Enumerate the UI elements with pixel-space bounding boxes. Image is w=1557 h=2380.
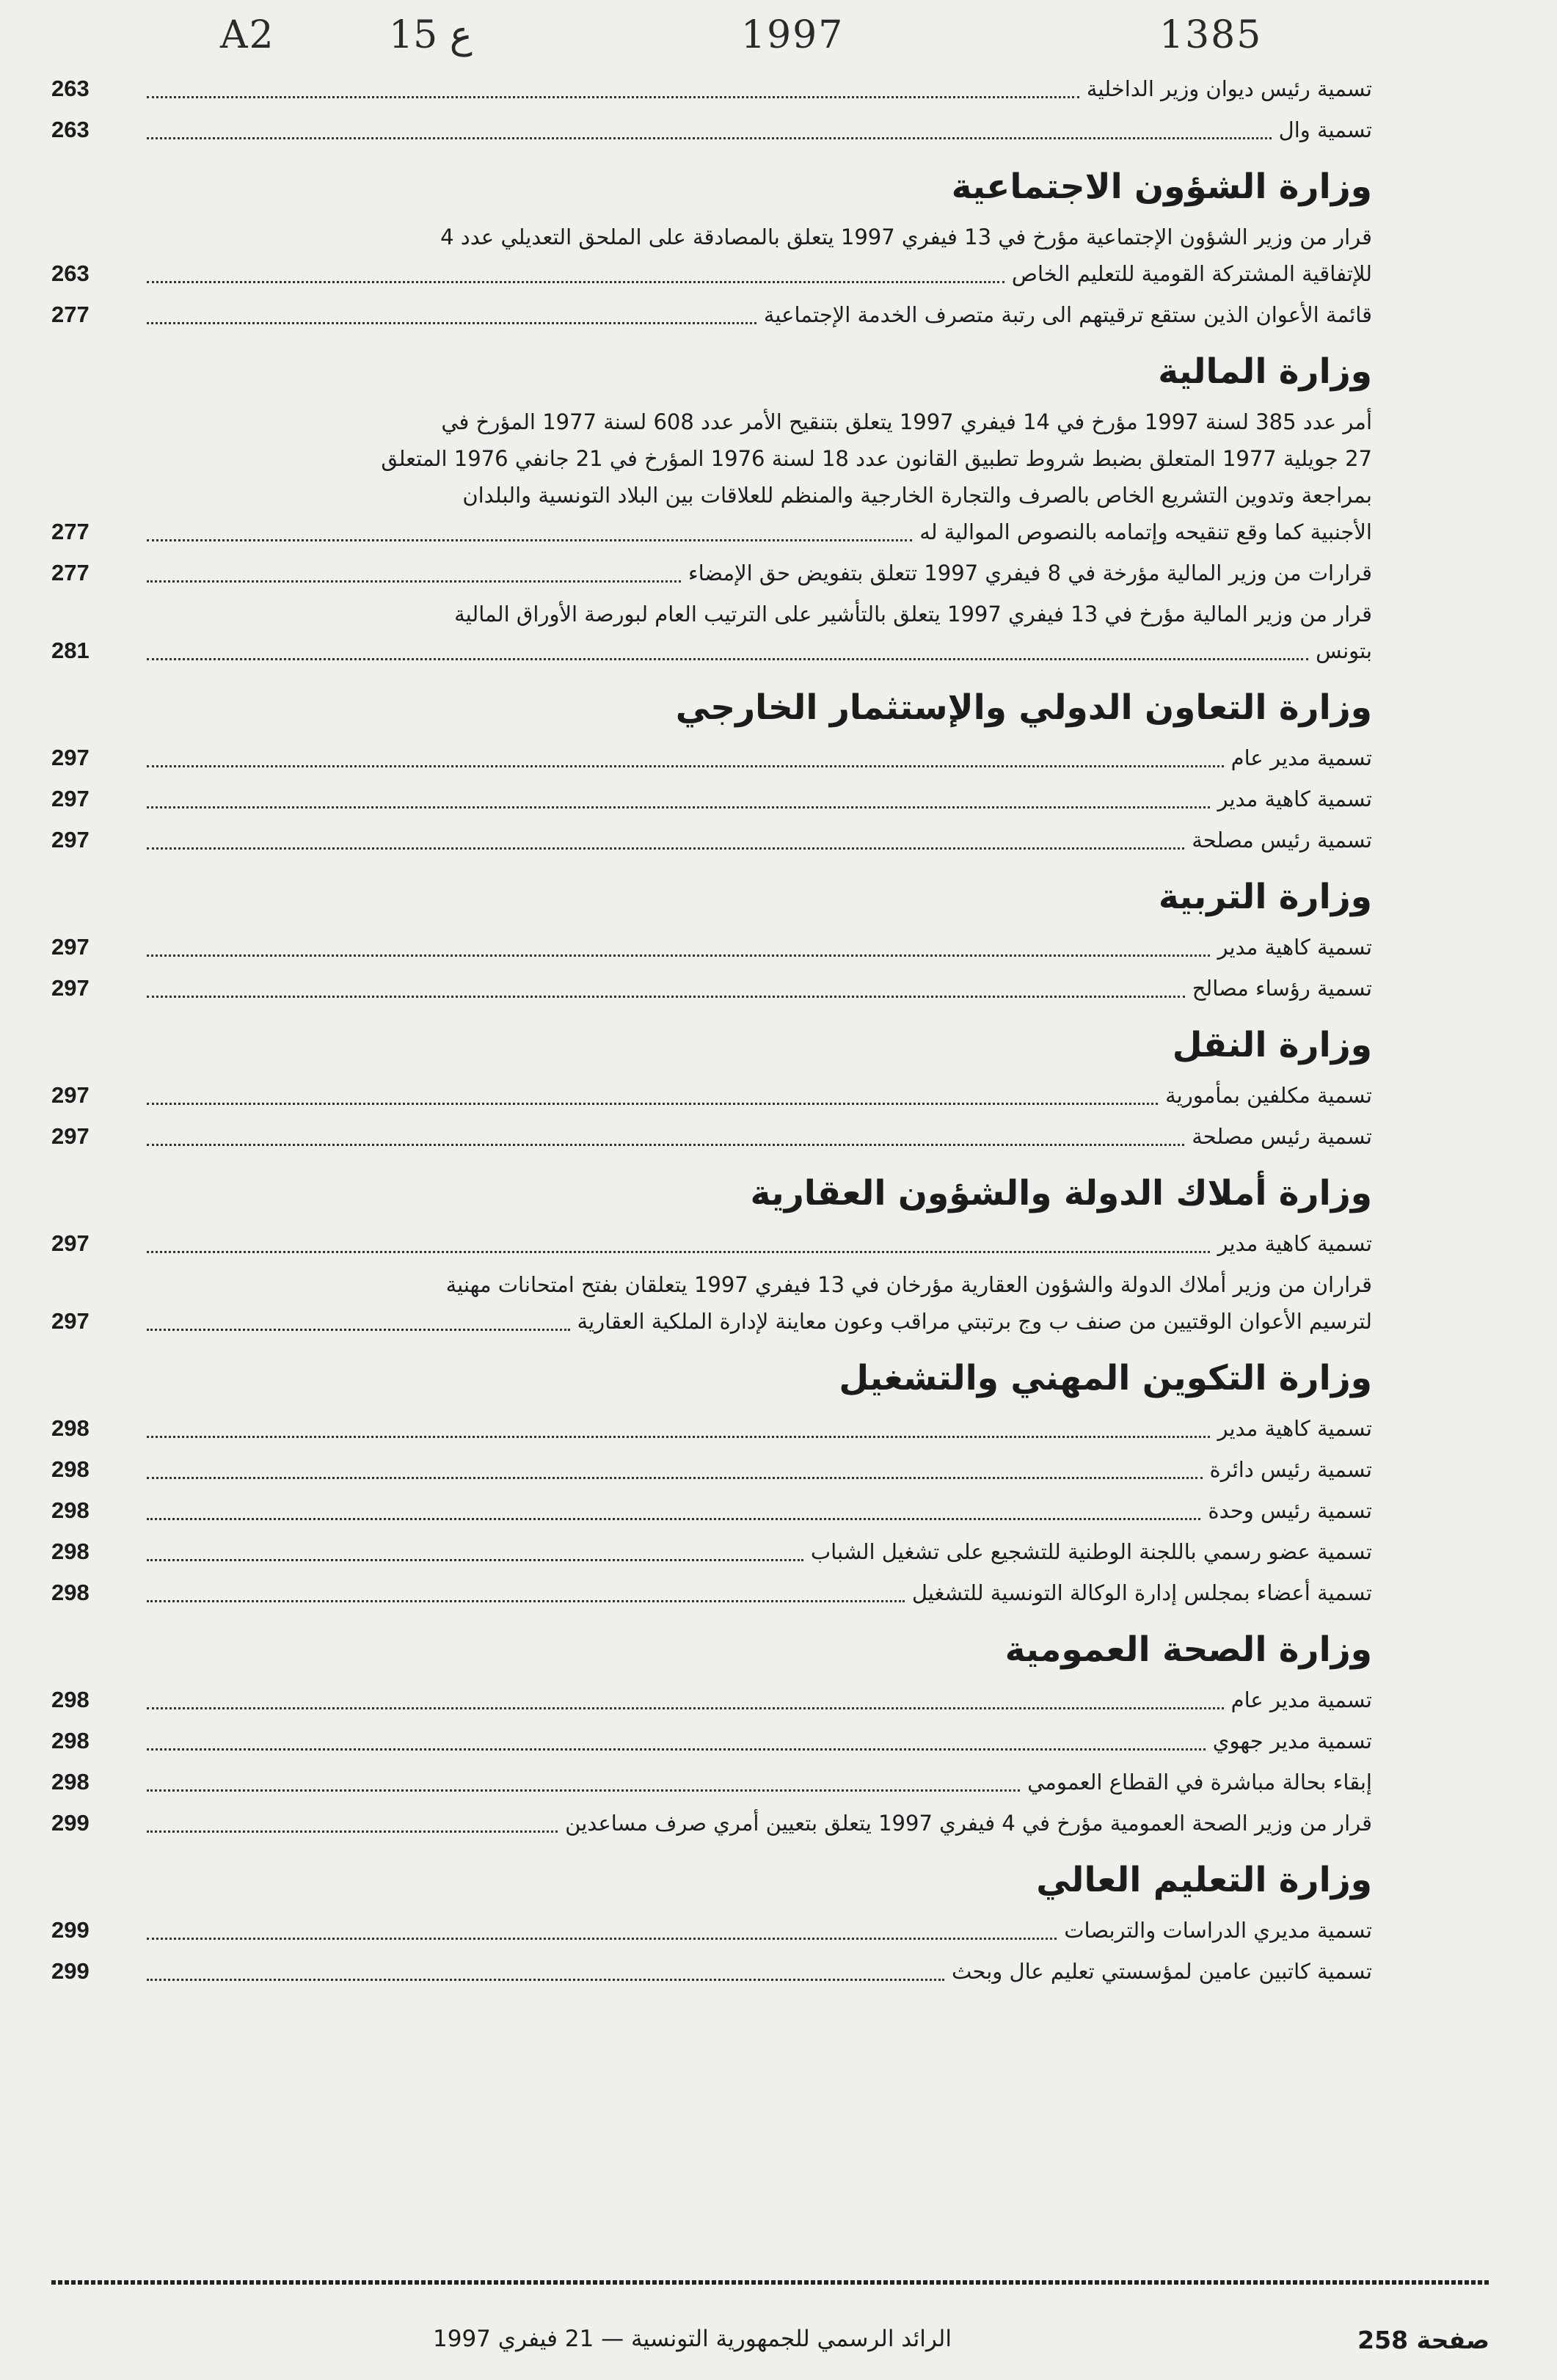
entry-text — [117, 1533, 1372, 1570]
page-ref: 298 — [51, 1497, 90, 1523]
toc-entry — [51, 112, 1372, 148]
entry-line: تسمية رئيس وحدة — [1208, 1498, 1372, 1523]
entry-text — [117, 1574, 1372, 1611]
page-ref: 297 — [51, 1308, 90, 1334]
page-ref: 297 — [51, 934, 90, 960]
entry-line: تسمية مدير جهوي — [1212, 1729, 1372, 1753]
entry-line: قرار من وزير الشؤون الإجتماعية مؤرخ في 13 فيفري 1997 يتعلق بالمصادقة على الملحق التعديلي عدد 4 — [440, 225, 1372, 249]
entry-line: تسمية مكلفين بمأمورية — [1165, 1083, 1372, 1108]
entry-line: تسمية مدير عام — [1230, 1687, 1372, 1712]
entry-text — [117, 1805, 1372, 1841]
entry-text — [117, 1723, 1372, 1759]
dot-leader — [147, 806, 1210, 808]
entry-line: تسمية وال — [1278, 117, 1372, 142]
entry-line: تسمية كاهية مدير — [1217, 1416, 1372, 1441]
dot-leader — [147, 1251, 1210, 1253]
toc-entry — [51, 296, 1372, 333]
entry-line: تسمية رؤساء مصالح — [1192, 976, 1372, 1001]
entry-line: الأجنبية كما وقع تنقيحه وإتمامه بالنصوص الموالية له — [919, 519, 1372, 544]
entry-text — [117, 1764, 1372, 1800]
page-ref: 263 — [51, 260, 90, 286]
entry-text — [117, 1492, 1372, 1529]
entry-line: تسمية أعضاء بمجلس إدارة الوكالة التونسية للتشغيل — [911, 1580, 1372, 1605]
entry-line: تسمية عضو رسمي باللجنة الوطنية للتشجيع على تشغيل الشباب — [810, 1539, 1372, 1564]
entry-text — [117, 1118, 1372, 1155]
dot-leader — [147, 1938, 1057, 1940]
entry-line: قائمة الأعوان الذين ستقع ترقيتهم الى رتبة متصرف الخدمة الإجتماعية — [763, 302, 1372, 327]
dot-leader — [147, 580, 681, 583]
entry-line: قراران من وزير أملاك الدولة والشؤون العقارية مؤرخان في 13 فيفري 1997 يتعلقان بفتح امتحانات مهنية — [445, 1272, 1372, 1297]
dot-leader — [147, 1600, 905, 1602]
dot-leader — [147, 322, 756, 324]
entry-text — [117, 296, 1372, 333]
toc-entry — [51, 822, 1372, 858]
entry-text — [117, 1912, 1372, 1949]
page-ref: 297 — [51, 1082, 90, 1108]
entry-line: تسمية كاهية مدير — [1217, 786, 1372, 811]
entry-text — [117, 219, 1372, 292]
entry-text — [117, 555, 1372, 591]
page-ref: 298 — [51, 1538, 90, 1564]
entry-line: تسمية مديري الدراسات والتربصات — [1064, 1918, 1372, 1943]
toc-entry — [51, 596, 1372, 669]
entry-text — [117, 112, 1372, 148]
entry-text — [117, 929, 1372, 965]
toc-entry — [51, 1410, 1372, 1447]
toc-entry — [51, 781, 1372, 817]
ministry-heading: وزارة الشؤون الاجتماعية — [951, 167, 1372, 207]
toc-entry — [51, 1723, 1372, 1759]
entry-line: تسمية رئيس ديوان وزير الداخلية — [1086, 76, 1372, 101]
toc-entry — [51, 1912, 1372, 1949]
dot-leader — [147, 1789, 1020, 1792]
page-ref: 297 — [51, 975, 90, 1001]
ministry-heading: وزارة التكوين المهني والتشغيل — [839, 1358, 1372, 1398]
page-ref: 263 — [51, 76, 90, 101]
entry-text — [117, 70, 1372, 107]
page-ref: 281 — [51, 638, 90, 663]
page-ref: 298 — [51, 1687, 90, 1712]
entry-line: للإتفاقية المشتركة القومية للتعليم الخاص — [1011, 261, 1372, 286]
entry-line: تسمية رئيس مصلحة — [1192, 1124, 1372, 1149]
handwritten-note-mid: 15 ع — [389, 13, 473, 57]
page-ref: 298 — [51, 1728, 90, 1753]
page-ref: 297 — [51, 786, 90, 811]
entry-line: تسمية كاتبين عامين لمؤسستي تعليم عال وبحث — [952, 1959, 1372, 1984]
entry-text — [117, 1451, 1372, 1488]
page-ref: 298 — [51, 1456, 90, 1482]
dot-leader — [147, 1436, 1210, 1438]
page-ref: 298 — [51, 1769, 90, 1795]
entry-line: لترسيم الأعوان الوقتيين من صنف ب وج برتبتي مراقب وعون معاينة لإدارة الملكية العقارية — [577, 1309, 1372, 1334]
entry-line: تسمية رئيس مصلحة — [1192, 828, 1372, 853]
entry-text — [117, 404, 1372, 550]
entry-line: بتونس — [1316, 638, 1372, 663]
toc-entry — [51, 1225, 1372, 1262]
toc-entry — [51, 1451, 1372, 1488]
entry-line: تسمية كاهية مدير — [1217, 1231, 1372, 1256]
dot-leader — [147, 847, 1184, 850]
toc-entry — [51, 1492, 1372, 1529]
page-ref: 277 — [51, 560, 90, 585]
entry-text — [117, 740, 1372, 776]
toc-entry — [51, 404, 1372, 550]
handwritten-note-left: A2 — [220, 13, 275, 57]
dot-leader — [147, 1748, 1206, 1751]
ministry-heading: وزارة التعاون الدولي والإستثمار الخارجي — [675, 687, 1372, 728]
dot-leader — [147, 137, 1272, 139]
entry-text — [117, 1266, 1372, 1340]
dot-leader — [147, 1518, 1200, 1520]
page-ref: 263 — [51, 117, 90, 142]
ministry-heading: وزارة أملاك الدولة والشؤون العقارية — [750, 1173, 1372, 1213]
page-ref: 277 — [51, 302, 90, 327]
page-number: صفحة 258 — [1357, 2326, 1489, 2354]
entry-line: قرار من وزير المالية مؤرخ في 13 فيفري 1997 يتعلق بالتأشير على الترتيب العام لبورصة الأوراق المالية — [454, 602, 1372, 627]
dot-leader — [147, 1830, 558, 1833]
entry-line: إبقاء بحالة مباشرة في القطاع العمومي — [1027, 1770, 1372, 1795]
dot-leader — [147, 1559, 803, 1561]
toc-entry — [51, 1682, 1372, 1718]
dot-leader — [147, 1979, 944, 1981]
toc-entry — [51, 219, 1372, 292]
toc-entry — [51, 1953, 1372, 1990]
ministry-heading: وزارة المالية — [1158, 351, 1372, 392]
toc-entry — [51, 1764, 1372, 1800]
dot-leader — [147, 1103, 1158, 1105]
dot-leader — [147, 281, 1004, 283]
toc-entry — [51, 970, 1372, 1007]
entry-line: تسمية كاهية مدير — [1217, 935, 1372, 960]
table-of-contents — [51, 66, 1372, 1994]
footer-rule — [51, 2280, 1489, 2285]
page-ref: 298 — [51, 1580, 90, 1605]
toc-entry — [51, 1574, 1372, 1611]
dot-leader — [147, 996, 1185, 998]
dot-leader — [147, 539, 912, 541]
toc-entry — [51, 929, 1372, 965]
entry-text — [117, 970, 1372, 1007]
ministry-heading: وزارة الصحة العمومية — [1004, 1629, 1372, 1670]
dot-leader — [147, 96, 1079, 98]
toc-entry — [51, 1118, 1372, 1155]
dot-leader — [147, 1329, 570, 1331]
entry-line: بمراجعة وتدوين التشريع الخاص بالصرف والتجارة الخارجية والمنظم للعلاقات بين البلاد التونسية والبلدان — [462, 483, 1372, 508]
journal-title: الرائد الرسمي للجمهورية التونسية — 21 فيفري 1997 — [433, 2326, 952, 2352]
toc-entry — [51, 70, 1372, 107]
page-footer — [51, 2326, 1489, 2370]
handwritten-note-year: 1997 — [741, 13, 845, 57]
page-ref: 297 — [51, 1230, 90, 1256]
entry-text — [117, 596, 1372, 669]
ministry-heading: وزارة التعليم العالي — [1036, 1860, 1372, 1900]
dot-leader — [147, 954, 1210, 957]
entry-line: قرار من وزير الصحة العمومية مؤرخ في 4 فيفري 1997 يتعلق بتعيين أمري صرف مساعدين — [565, 1811, 1372, 1836]
page-ref: 299 — [51, 1917, 90, 1943]
entry-text — [117, 1410, 1372, 1447]
entry-text — [117, 781, 1372, 817]
dot-leader — [147, 1707, 1224, 1709]
page-ref: 297 — [51, 1123, 90, 1149]
toc-entry — [51, 1266, 1372, 1340]
toc-entry — [51, 740, 1372, 776]
page-ref: 277 — [51, 519, 90, 544]
dot-leader — [147, 1144, 1184, 1146]
page-ref: 299 — [51, 1958, 90, 1984]
entry-line: قرارات من وزير المالية مؤرخة في 8 فيفري 1997 تتعلق بتفويض حق الإمضاء — [688, 561, 1372, 585]
handwritten-note-right: 1385 — [1159, 13, 1263, 57]
page-ref: 297 — [51, 827, 90, 853]
page-ref: 299 — [51, 1810, 90, 1836]
ministry-heading: وزارة التربية — [1158, 877, 1372, 917]
dot-leader — [147, 765, 1224, 767]
entry-line: تسمية مدير عام — [1230, 745, 1372, 770]
entry-line: تسمية رئيس دائرة — [1209, 1457, 1372, 1482]
entry-text — [117, 1682, 1372, 1718]
entry-line: أمر عدد 385 لسنة 1997 مؤرخ في 14 فيفري 1997 يتعلق بتنقيح الأمر عدد 608 لسنة 1977 المؤرخ في — [441, 409, 1372, 434]
dot-leader — [147, 1477, 1203, 1479]
toc-entry — [51, 1805, 1372, 1841]
entry-text — [117, 1077, 1372, 1114]
entry-line: 27 جويلية 1977 المتعلق بضبط شروط تطبيق القانون عدد 18 لسنة 1976 المؤرخ في 21 جانفي 1976 المتعلق — [381, 446, 1372, 471]
entry-text — [117, 822, 1372, 858]
toc-entry — [51, 1077, 1372, 1114]
entry-text — [117, 1953, 1372, 1990]
page-ref: 297 — [51, 745, 90, 770]
dot-leader — [147, 658, 1308, 660]
toc-entry — [51, 1533, 1372, 1570]
ministry-heading: وزارة النقل — [1172, 1025, 1372, 1065]
entry-text — [117, 1225, 1372, 1262]
toc-entry — [51, 555, 1372, 591]
page-ref: 298 — [51, 1415, 90, 1441]
